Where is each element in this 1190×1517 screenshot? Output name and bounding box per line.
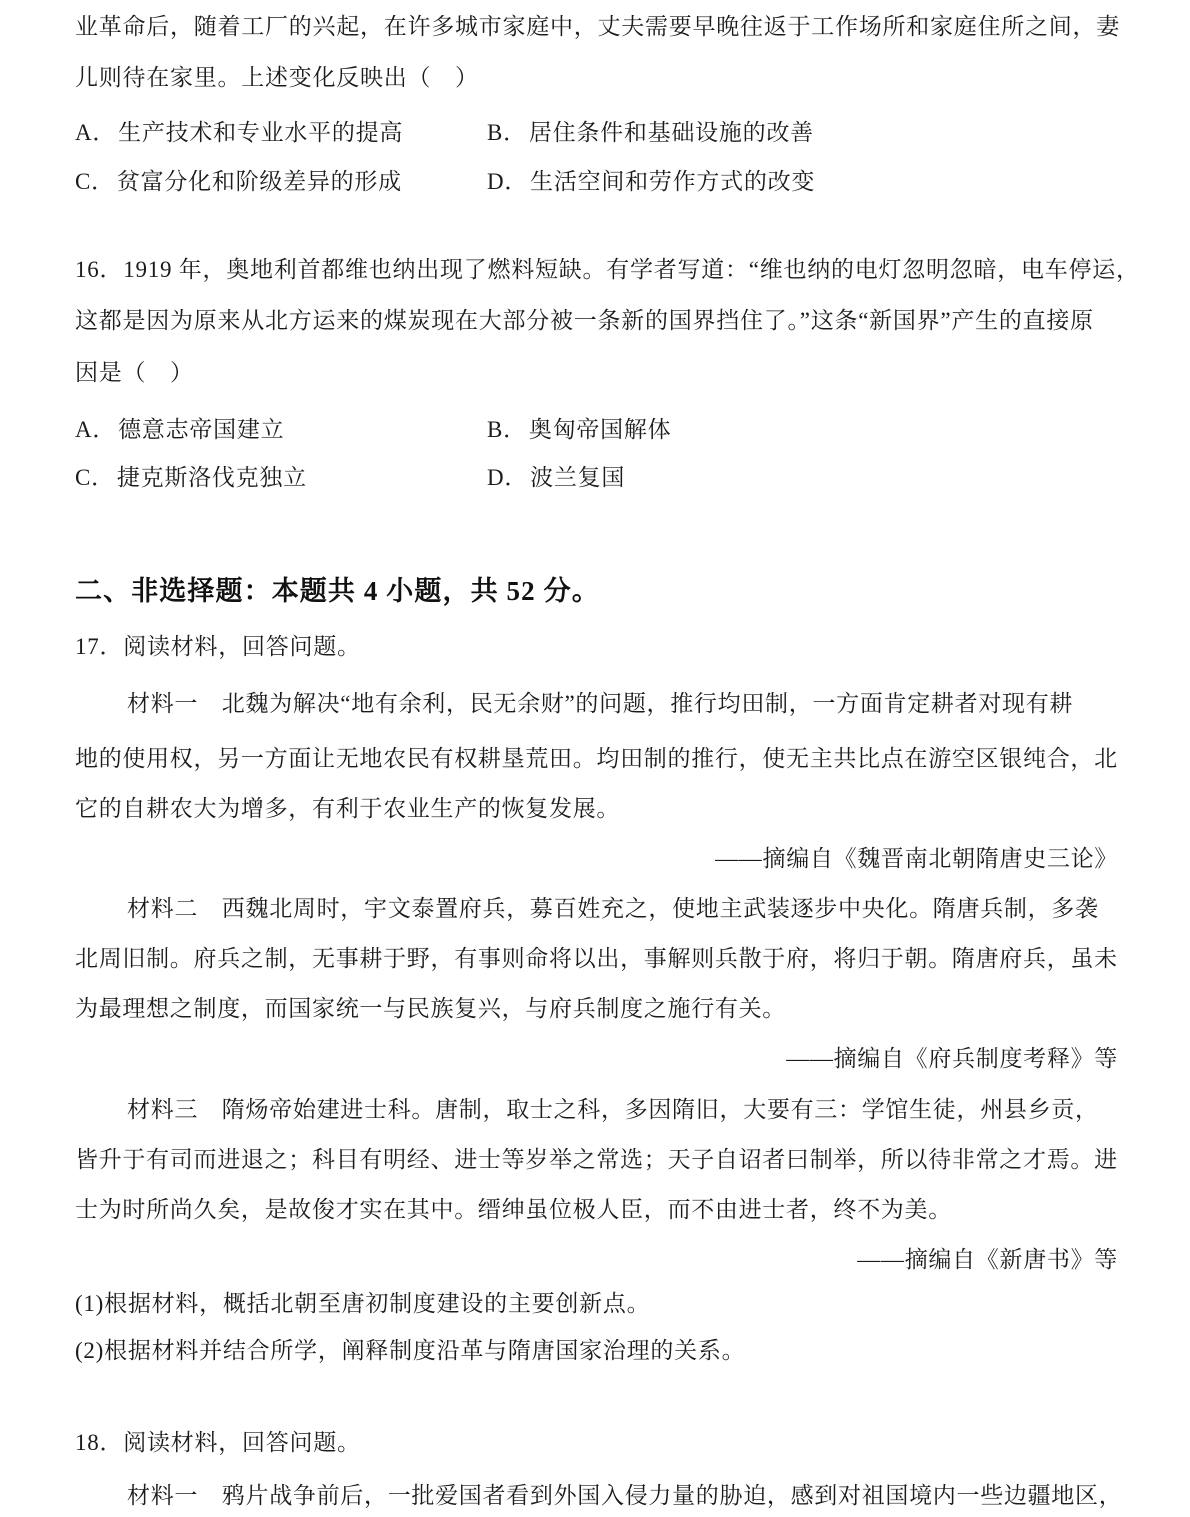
question-15-option-b: [487, 118, 814, 148]
question-16-body-line-2: 这都是因为原来从北方运来的煤炭现在大部分被一条新的国界挡住了。”这条“新国界”产生的直接原: [75, 308, 1094, 333]
question-17-stem: 17．阅读材料，回答问题。: [75, 634, 361, 659]
question-16-option-a: [75, 415, 284, 445]
q17-material-1-citation: ——摘编自《魏晋南北朝隋唐史三论》: [715, 846, 1118, 871]
q17-material-3-line-2: 皆升于有司而进退之；科目有明经、进士等岁举之常选；天子自诏者曰制举，所以待非常之才焉。进: [75, 1147, 1118, 1172]
q17-material-3-line-1: 材料三 隋炀帝始建进士科。唐制，取士之科，多因隋旧，大要有三：学馆生徒，州县乡贡，: [127, 1097, 1099, 1122]
q17-material-2-citation: ——摘编自《府兵制度考释》等: [786, 1046, 1118, 1071]
question-15-option-c: [75, 167, 402, 197]
q17-sub-question-1: (1)根据材料，概括北朝至唐初制度建设的主要创新点。: [75, 1291, 651, 1316]
question-16-option-d: [487, 463, 625, 493]
q18-material-1-line-1: 材料一 鸦片战争前后，一批爱国者看到外国入侵力量的胁迫，感到对祖国境内一些边疆地区，: [127, 1483, 1123, 1508]
question-15-body-line-2: 儿则待在家里。上述变化反映出（ ）: [75, 65, 479, 90]
option-b-text: 居住条件和基础设施的改善: [528, 120, 814, 145]
q17-material-2-line-2: 北周旧制。府兵之制，无事耕于野，有事则命将以出，事解则兵散于府，将归于朝。隋唐府兵，虽未: [75, 946, 1118, 971]
option-d-text: 生活空间和劳作方式的改变: [530, 169, 816, 194]
q17-material-1-line-1: 材料一 北魏为解决“地有余利，民无余财”的问题，推行均田制，一方面肯定耕者对现有耕: [127, 691, 1074, 716]
q17-material-2-line-3: 为最理想之制度，而国家统一与民族复兴，与府兵制度之施行有关。: [75, 996, 786, 1021]
option-d-label: D．: [487, 465, 529, 490]
question-16-body-line-1: 16．1919 年，奥地利首都维也纳出现了燃料短缺。有学者写道：“维也纳的电灯忽明忽暗，电车停运，: [75, 257, 1140, 282]
option-b-text: 奥匈帝国解体: [528, 417, 672, 442]
option-d-label: D．: [487, 169, 529, 194]
q17-material-2-line-1: 材料二 西魏北周时，宇文泰置府兵，募百姓充之，使地主武装逐步中央化。隋唐兵制，多袭: [127, 896, 1099, 921]
option-a-text: 德意志帝国建立: [118, 417, 285, 442]
question-16-option-b: [487, 415, 671, 445]
option-c-text: 贫富分化和阶级差异的形成: [116, 169, 402, 194]
question-15-option-a: [75, 118, 403, 148]
question-16-option-c: [75, 463, 307, 493]
option-c-text: 捷克斯洛伐克独立: [116, 465, 307, 490]
section-2-header: 二、非选择题：本题共 4 小题，共 52 分。: [75, 576, 600, 606]
q17-material-3-citation: ——摘编自《新唐书》等: [857, 1247, 1118, 1272]
question-16-body-line-3: 因是（ ）: [75, 360, 194, 385]
option-c-label: C．: [75, 169, 115, 194]
option-a-label: A．: [75, 120, 117, 145]
q17-material-1-line-3: 它的自耕农大为增多，有利于农业生产的恢复发展。: [75, 796, 621, 821]
option-d-text: 波兰复国: [530, 465, 626, 490]
option-a-label: A．: [75, 417, 117, 442]
question-18-stem: 18．阅读材料，回答问题。: [75, 1430, 361, 1455]
q17-sub-question-2: (2)根据材料并结合所学，阐释制度沿革与隋唐国家治理的关系。: [75, 1338, 746, 1363]
option-b-label: B．: [487, 120, 527, 145]
q17-material-1-line-2: 地的使用权，另一方面让无地农民有权耕垦荒田。均田制的推行，使无主共比点在游空区银纯合，北: [75, 746, 1118, 771]
option-a-text: 生产技术和专业水平的提高: [118, 120, 404, 145]
option-c-label: C．: [75, 465, 115, 490]
question-15-body-line-1: 业革命后，随着工厂的兴起，在许多城市家庭中，丈夫需要早晚往返于工作场所和家庭住所之间，妻: [75, 14, 1120, 39]
q17-material-3-line-3: 士为时所尚久矣，是故俊才实在其中。缙绅虽位极人臣，而不由进士者，终不为美。: [75, 1197, 952, 1222]
question-15-option-d: [487, 167, 815, 197]
option-b-label: B．: [487, 417, 527, 442]
